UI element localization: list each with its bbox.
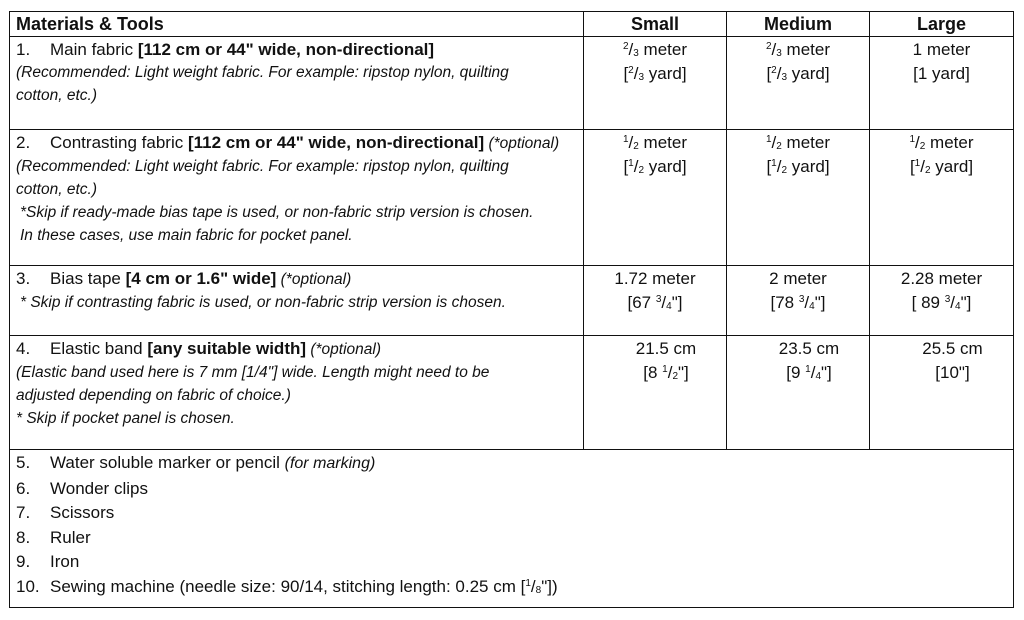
metric-amount: 23.5 cm — [778, 339, 840, 358]
fraction-numerator: 1 — [914, 158, 921, 169]
imperial-whole: [67 — [627, 293, 656, 312]
item-note: * Skip if contrasting fabric is used, or non-fabric strip version is chosen. — [20, 294, 506, 311]
fraction-denominator: 3 — [638, 72, 645, 83]
fraction-denominator: 2 — [919, 141, 926, 152]
fraction-denominator: 4 — [809, 301, 815, 312]
amount-large — [870, 37, 1014, 130]
fraction-numerator: 1 — [662, 364, 668, 375]
list-item — [16, 526, 1007, 551]
tool-label: Water soluble marker or pencil — [50, 453, 285, 472]
header-size-small: Small — [584, 12, 727, 37]
item-note: *Skip if ready-made bias tape is used, or non-fabric strip version is chosen. — [20, 204, 534, 221]
fraction-numerator: 2 — [622, 41, 629, 52]
fraction-denominator: 2 — [924, 165, 931, 176]
item-optional: (*optional) — [484, 135, 560, 152]
imperial-whole: [8 — [643, 363, 663, 382]
amount-small: $^1/_2$ meter [$^1/_2$ yard] — [584, 130, 727, 266]
item-number: 5. — [16, 453, 31, 472]
item-optional: (*optional) — [306, 341, 381, 358]
list-item — [16, 477, 1007, 502]
inch-unit: "] — [678, 363, 689, 382]
item-number: 6. — [16, 478, 31, 498]
tool-label: Scissors — [50, 503, 115, 523]
inch-unit: "] — [821, 363, 832, 382]
table-row — [10, 450, 1014, 608]
list-item — [16, 451, 1007, 477]
fraction-numerator: 3 — [944, 294, 951, 305]
item-number: 9. — [16, 552, 31, 572]
list-item: 10. Sewing machine (needle size: 90/14, stitching length: 0.25 cm $[^1/_8"]$) — [16, 575, 1007, 600]
item-name: Elastic band — [50, 339, 148, 358]
tool-note: (for marking) — [284, 455, 376, 472]
imperial-unit: yard] — [787, 157, 830, 176]
header-row — [10, 12, 1014, 37]
fraction-denominator: 2 — [781, 165, 788, 176]
fraction-numerator: 1 — [765, 134, 772, 145]
item-name: Main fabric — [50, 40, 138, 59]
fraction-denominator: 2 — [638, 165, 645, 176]
list-item — [16, 501, 1007, 526]
item-note: (Recommended: Light weight fabric. For example: ripstop nylon, quilting — [16, 64, 509, 81]
amount-large: 2.28 meter [ 89 $^3/_4$"] — [870, 266, 1014, 336]
fraction-denominator: 4 — [666, 301, 672, 312]
fraction-numerator: 1 — [909, 134, 916, 145]
material-main-fabric — [10, 37, 584, 130]
imperial-unit: yard] — [930, 157, 974, 176]
amount-medium: 2 meter [78 $^3/_4$"] — [727, 266, 870, 336]
inch-unit: "] — [671, 293, 683, 312]
imperial-amount: [1 yard] — [913, 64, 970, 83]
inch-unit: "] — [960, 293, 972, 312]
fraction-denominator: 2 — [776, 141, 782, 152]
item-note: (Recommended: Light weight fabric. For example: ripstop nylon, quilting — [16, 158, 509, 175]
fraction-numerator: 1 — [622, 134, 629, 145]
metric-unit: meter — [638, 133, 688, 152]
table-row — [10, 37, 1014, 130]
item-number: 10. — [16, 576, 40, 596]
imperial-amount: [10"] — [935, 363, 970, 382]
list-item — [16, 550, 1007, 575]
tool-label: Ruler — [50, 527, 91, 547]
item-number: 8. — [16, 527, 31, 547]
metric-unit: meter — [925, 133, 974, 152]
item-note: * Skip if pocket panel is chosen. — [16, 410, 235, 427]
item-spec: [any suitable width] — [147, 339, 307, 358]
fraction-numerator: 3 — [798, 294, 805, 305]
fraction-numerator: 2 — [771, 65, 777, 76]
amount-small: 1.72 meter [67 $^3/_4$"] — [584, 266, 727, 336]
header-size-large: Large — [870, 12, 1014, 37]
item-note: adjusted depending on fabric of choice.) — [16, 387, 291, 404]
item-number: 3. — [16, 269, 31, 288]
imperial-unit: yard] — [644, 157, 687, 176]
fraction-numerator: 1 — [628, 158, 634, 169]
metric-amount: 1 meter — [912, 40, 971, 59]
fraction-numerator: 3 — [655, 294, 662, 305]
imperial-whole: [78 — [770, 293, 799, 312]
tool-label: Sewing machine (needle size: 90/14, stitching length: 0.25 cm [ — [50, 576, 526, 596]
fraction-numerator: 1 — [525, 577, 531, 589]
metric-unit: meter — [638, 40, 688, 59]
metric-amount: 25.5 cm — [922, 339, 983, 358]
material-contrasting-fabric — [10, 130, 584, 266]
item-number: 2. — [16, 133, 31, 152]
item-note: cotton, etc.) — [16, 87, 97, 104]
fraction-numerator: 1 — [771, 158, 777, 169]
fraction-denominator: 3 — [781, 72, 788, 83]
fraction-denominator: 4 — [955, 301, 961, 312]
metric-amount: 2.28 meter — [900, 269, 983, 288]
item-number: 4. — [16, 339, 31, 358]
amount-small: $^2/_3$ meter [$^2/_3$ yard] — [584, 37, 727, 130]
metric-amount: 2 meter — [769, 269, 827, 288]
fraction-denominator: 4 — [815, 371, 821, 382]
item-note: In these cases, use main fabric for pocket panel. — [20, 227, 353, 244]
metric-amount: 1.72 meter — [614, 269, 696, 288]
imperial-whole: [ 89 — [911, 293, 945, 312]
fraction-numerator: 2 — [765, 41, 772, 52]
tool-label: Iron — [50, 552, 80, 572]
header-title: Materials & Tools — [10, 12, 584, 37]
fraction-numerator: 2 — [628, 65, 634, 76]
fraction-denominator: 8 — [535, 584, 542, 596]
amount-small: 21.5 cm [8 $^1/_2$"] — [584, 336, 727, 450]
item-note: (Elastic band used here is 7 mm [1/4"] wide. Length might need to be — [16, 364, 490, 381]
item-name: Bias tape — [50, 269, 126, 288]
amount-large: $^1/_2$ meter [$^1/_2$ yard] — [870, 130, 1014, 266]
imperial-unit: yard] — [787, 64, 830, 83]
inch-unit: "] — [814, 293, 826, 312]
imperial-whole: [9 — [786, 363, 806, 382]
item-spec: [112 cm or 44" wide, non-directional] — [137, 40, 435, 59]
amount-medium: $^2/_3$ meter [$^2/_3$ yard] — [727, 37, 870, 130]
fraction-denominator: 2 — [672, 371, 678, 382]
materials-table — [9, 11, 1014, 608]
tool-label-tail: "]) — [541, 576, 558, 596]
item-number: 1. — [16, 40, 31, 59]
fraction-denominator: 2 — [633, 141, 639, 152]
item-optional: (*optional) — [276, 271, 352, 288]
item-spec: [4 cm or 1.6" wide] — [125, 269, 277, 288]
table-row — [10, 336, 1014, 450]
metric-unit: meter — [781, 40, 831, 59]
table-row — [10, 130, 1014, 266]
tools-list — [10, 450, 1014, 608]
item-number: 7. — [16, 503, 31, 523]
metric-amount: 21.5 cm — [635, 339, 697, 358]
tool-label: Wonder clips — [50, 478, 148, 498]
item-note: cotton, etc.) — [16, 181, 97, 198]
fraction-numerator: 1 — [805, 364, 811, 375]
imperial-unit: yard] — [644, 64, 687, 83]
material-bias-tape — [10, 266, 584, 336]
amount-medium: 23.5 cm [9 $^1/_4$"] — [727, 336, 870, 450]
fraction-denominator: 3 — [633, 48, 639, 59]
item-spec: [112 cm or 44" wide, non-directional] — [187, 133, 485, 152]
table-row — [10, 266, 1014, 336]
amount-medium: $^1/_2$ meter [$^1/_2$ yard] — [727, 130, 870, 266]
amount-large — [870, 336, 1014, 450]
fraction-denominator: 3 — [776, 48, 782, 59]
metric-unit: meter — [781, 133, 831, 152]
header-size-medium: Medium — [727, 12, 870, 37]
item-name: Contrasting fabric — [50, 133, 188, 152]
material-elastic-band — [10, 336, 584, 450]
